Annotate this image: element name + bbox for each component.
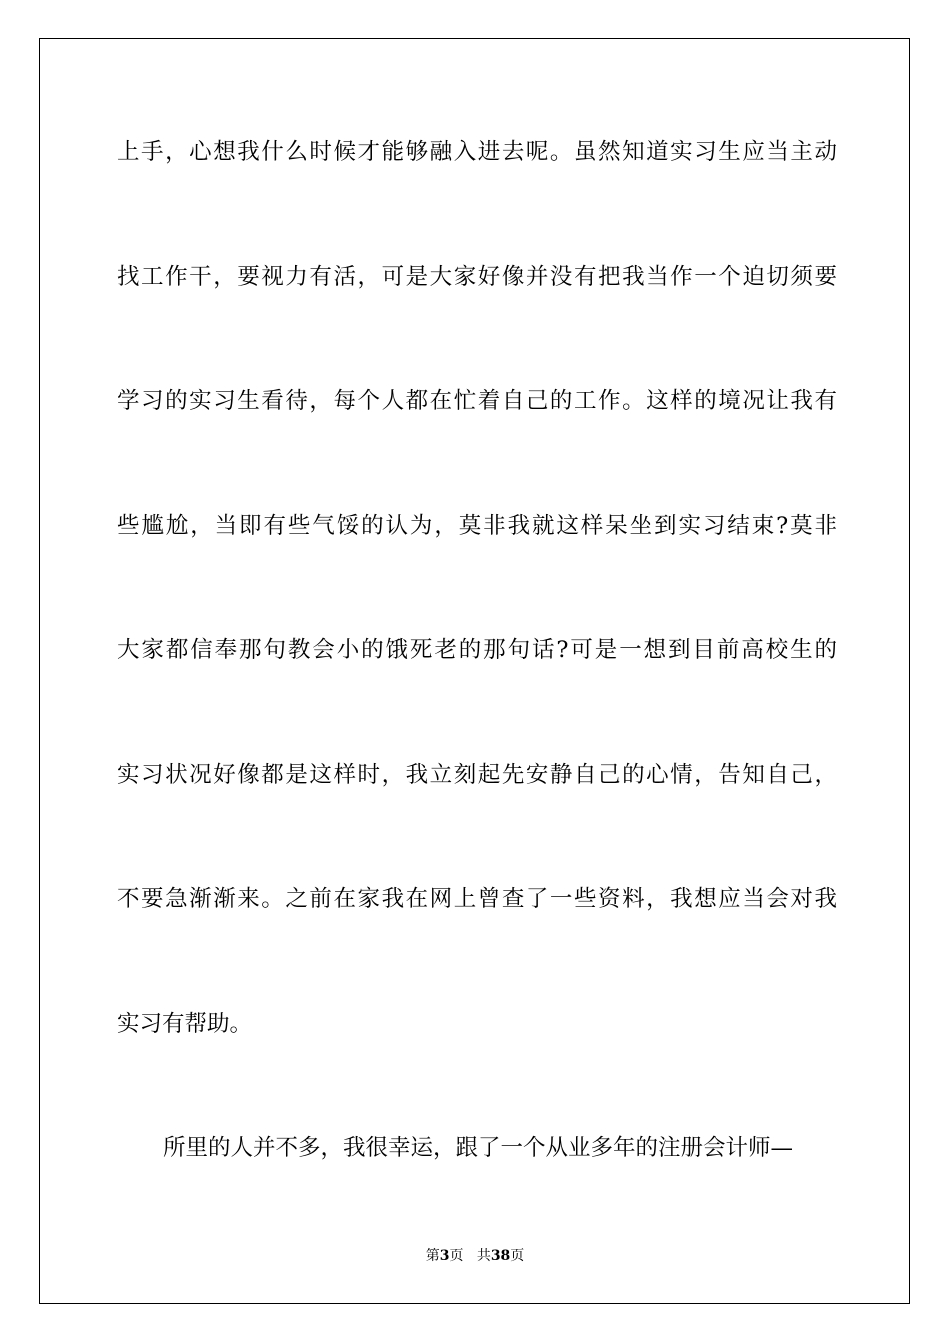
paragraph-line: 所里的人并不多，我很幸运，跟了一个从业多年的注册会计师— bbox=[163, 1135, 794, 1161]
current-page-number: 3 bbox=[439, 1248, 450, 1264]
footer-prefix: 第 bbox=[425, 1248, 440, 1264]
paragraph-line: 实习状况好像都是这样时，我立刻起先安静自己的心情，告知自己， bbox=[117, 761, 837, 788]
paragraph-line: 上手，心想我什么时候才能够融入进去呢。虽然知道实习生应当主动 bbox=[117, 139, 837, 165]
paragraph-line: 实习有帮助。 bbox=[117, 1010, 253, 1037]
footer-total-suffix: 页 bbox=[510, 1248, 525, 1264]
paragraph-line: 找工作干，要视力有活，可是大家好像并没有把我当作一个迫切须要 bbox=[117, 263, 837, 290]
paragraph-line: 些尴尬，当即有些气馁的认为，莫非我就这样呆坐到实习结束?莫非 bbox=[117, 512, 837, 539]
body-text bbox=[117, 128, 837, 1249]
paragraph-line: 大家都信奉那句教会小的饿死老的那句话?可是一想到目前高校生的 bbox=[117, 637, 837, 663]
footer-page-suffix: 页 bbox=[449, 1248, 464, 1264]
footer-total-prefix: 共 bbox=[476, 1248, 491, 1264]
page-footer bbox=[0, 1246, 950, 1266]
total-page-count: 38 bbox=[490, 1248, 511, 1264]
paragraph-line: 不要急渐渐来。之前在家我在网上曾查了一些资料，我想应当会对我 bbox=[117, 886, 837, 912]
paragraph-line: 学习的实习生看待，每个人都在忙着自己的工作。这样的境况让我有 bbox=[117, 388, 837, 414]
